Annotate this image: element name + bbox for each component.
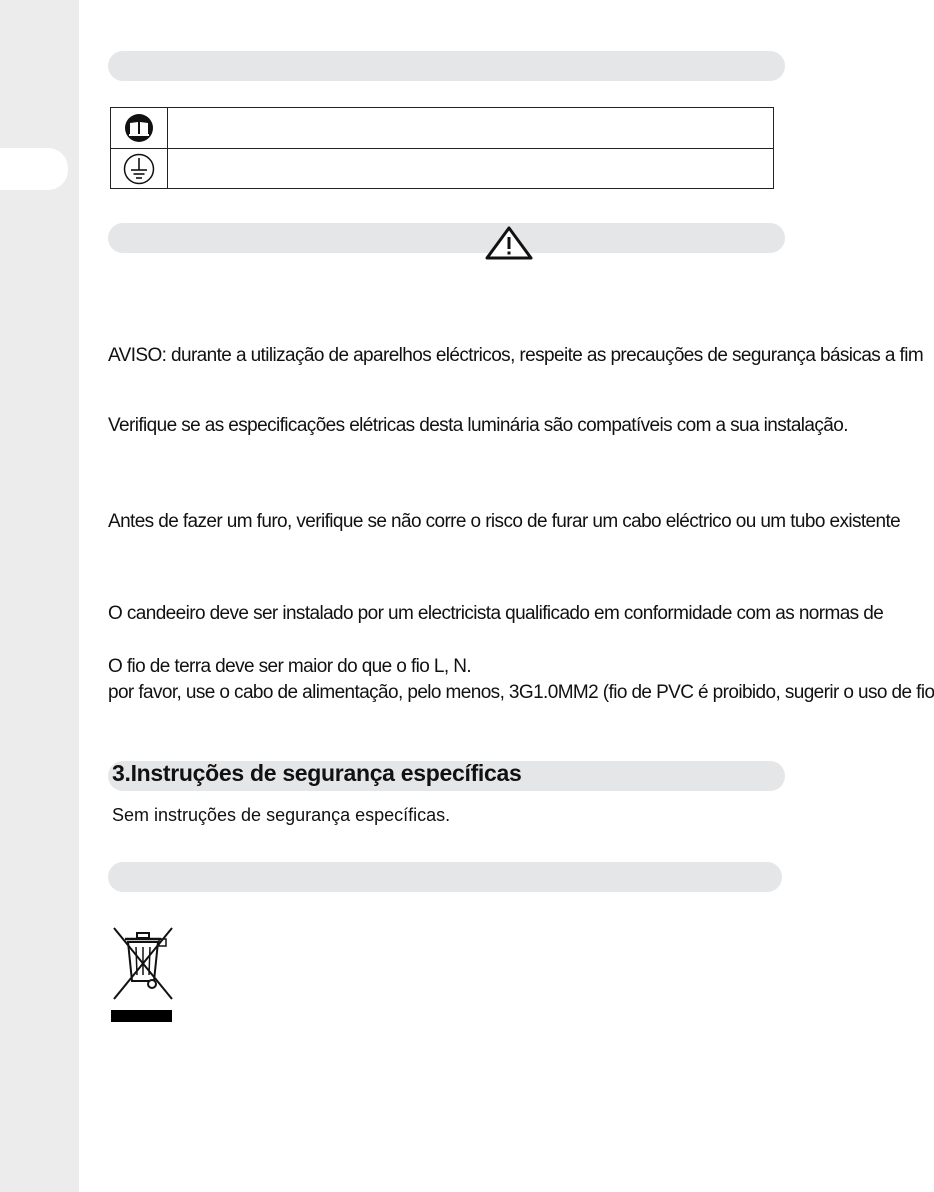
paragraph-drilling: Antes de fazer um furo, verifique se não corre o risco de furar um cabo eléctrico ou um tubo existente bbox=[108, 511, 901, 532]
symbol-row bbox=[111, 108, 773, 149]
weee-underline-bar bbox=[111, 1010, 172, 1022]
paragraph-earth-wire: O fio de terra deve ser maior do que o fio L, N. bbox=[108, 656, 472, 677]
paragraph-power-cable: por favor, use o cabo de alimentação, pelo menos, 3G1.0MM2 (fio de PVC é proibido, sugerir o uso de fio bbox=[108, 682, 934, 703]
warning-triangle-icon bbox=[485, 226, 533, 265]
paragraph-warning: AVISO: durante a utilização de aparelhos eléctricos, respeite as precauções de segurança básicas a fim bbox=[108, 345, 924, 366]
section-bar-2 bbox=[108, 223, 785, 253]
protective-earth-icon bbox=[111, 149, 168, 189]
section-bar-1 bbox=[108, 51, 785, 81]
paragraph-electrician: O candeeiro deve ser instalado por um electricista qualificado em conformidade com as normas de bbox=[108, 603, 884, 624]
paragraph-electrical-specs: Verifique se as especificações elétricas desta luminária são compatíveis com a sua instalação. bbox=[108, 415, 848, 436]
symbols-table bbox=[110, 107, 774, 189]
manual-book-icon bbox=[111, 108, 168, 148]
crossed-out-wheelie-bin-icon bbox=[109, 923, 177, 1008]
specific-safety-text: Sem instruções de segurança específicas. bbox=[112, 805, 451, 825]
side-tab bbox=[0, 148, 68, 190]
symbol-row bbox=[111, 149, 773, 189]
section-title-specific-safety: 3.Instruções de segurança específicas bbox=[112, 760, 522, 786]
section-bar-4 bbox=[108, 862, 782, 892]
